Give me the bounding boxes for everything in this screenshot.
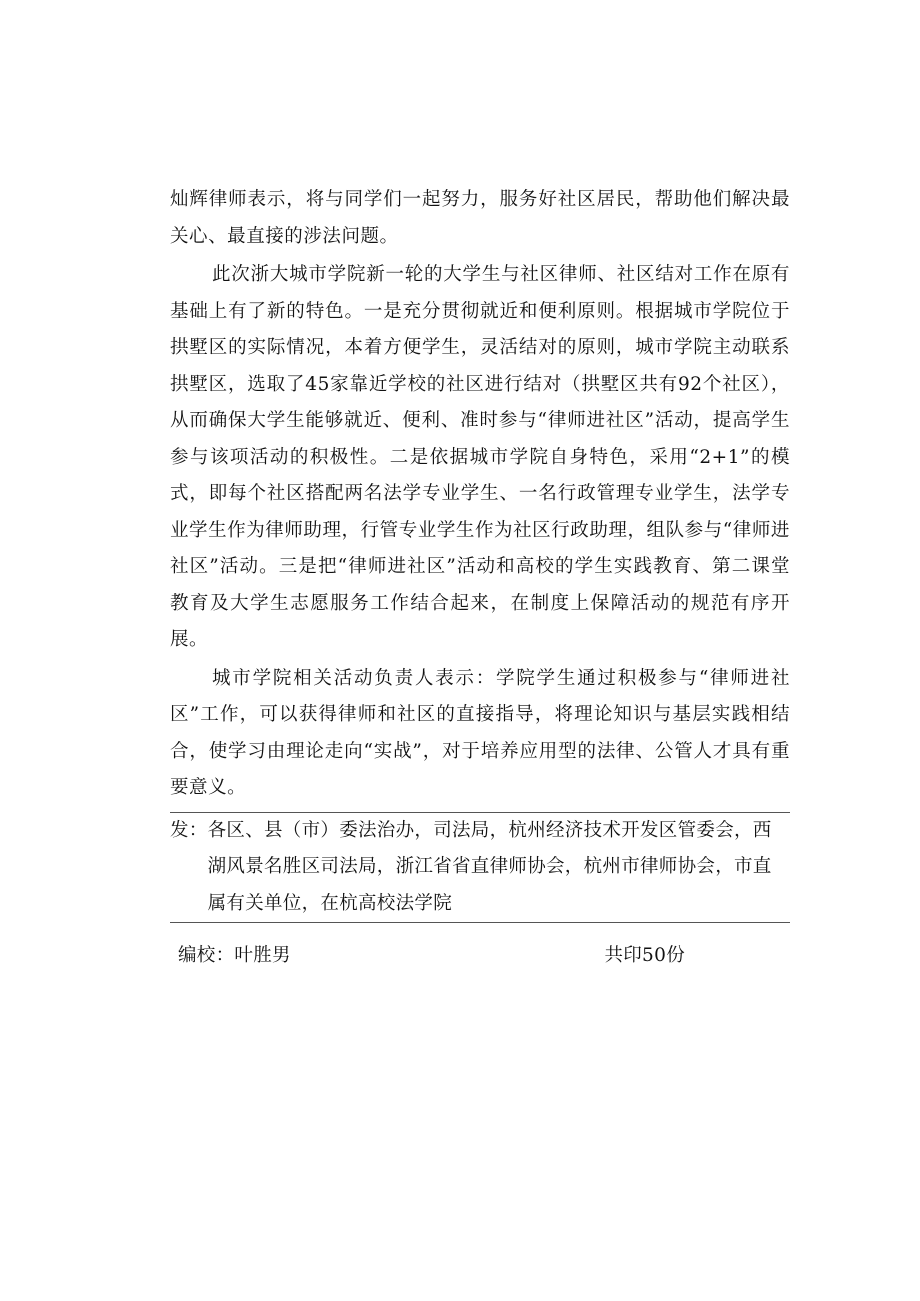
paragraph-1: 灿辉律师表示，将与同学们一起努力，服务好社区居民，帮助他们解决最关心、最直接的涉法问题。	[170, 189, 790, 247]
print-copies: 共印50份	[604, 945, 685, 966]
article-body	[170, 182, 790, 807]
distribution-recipients: 各区、县（市）委法治办，司法局，杭州经济技术开发区管委会，西湖风景名胜区司法局，浙江省省直律师协会，杭州市律师协会，市直属有关单位，在杭高校法学院	[207, 819, 772, 914]
editor-credit: 编校：叶胜男	[178, 945, 291, 966]
distribution-label: 发：	[170, 819, 208, 841]
distribution-list	[170, 813, 790, 923]
footer	[170, 941, 790, 971]
paragraph-3: 城市学院相关活动负责人表示：学院学生通过积极参与“律师进社区”工作，可以获得律师和社区的直接指导，将理论知识与基层实践相结合，使学习由理论走向“实战”，对于培养应用型的法律、公管人才具有重要意义。	[170, 667, 790, 798]
paragraph-2: 此次浙大城市学院新一轮的大学生与社区律师、社区结对工作在原有基础上有了新的特色。一是充分贯彻就近和便利原则。根据城市学院位于拱墅区的实际情况，本着方便学生，灵活结对的原则，城市学院主动联系拱墅区，选取了45家靠近学校的社区进行结对（拱墅区共有92个社区），从而确保大学生能够就近、便利、准时参与“律师进社区”活动，提高学生参与该项活动的积极性。二是依据城市学院自身特色，采用“2+1”的模式，即每个社区搭配两名法学专业学生、一名行政管理专业学生，法学专业学生作为律师助理，行管专业学生作为社区行政助理，组队参与“律师进社区”活动。三是把“律师进社区”活动和高校的学生实践教育、第二课堂教育及大学生志愿服务工作结合起来，在制度上保障活动的规范有序开展。	[170, 264, 790, 650]
divider-bottom	[170, 922, 790, 923]
document-page	[170, 182, 790, 971]
